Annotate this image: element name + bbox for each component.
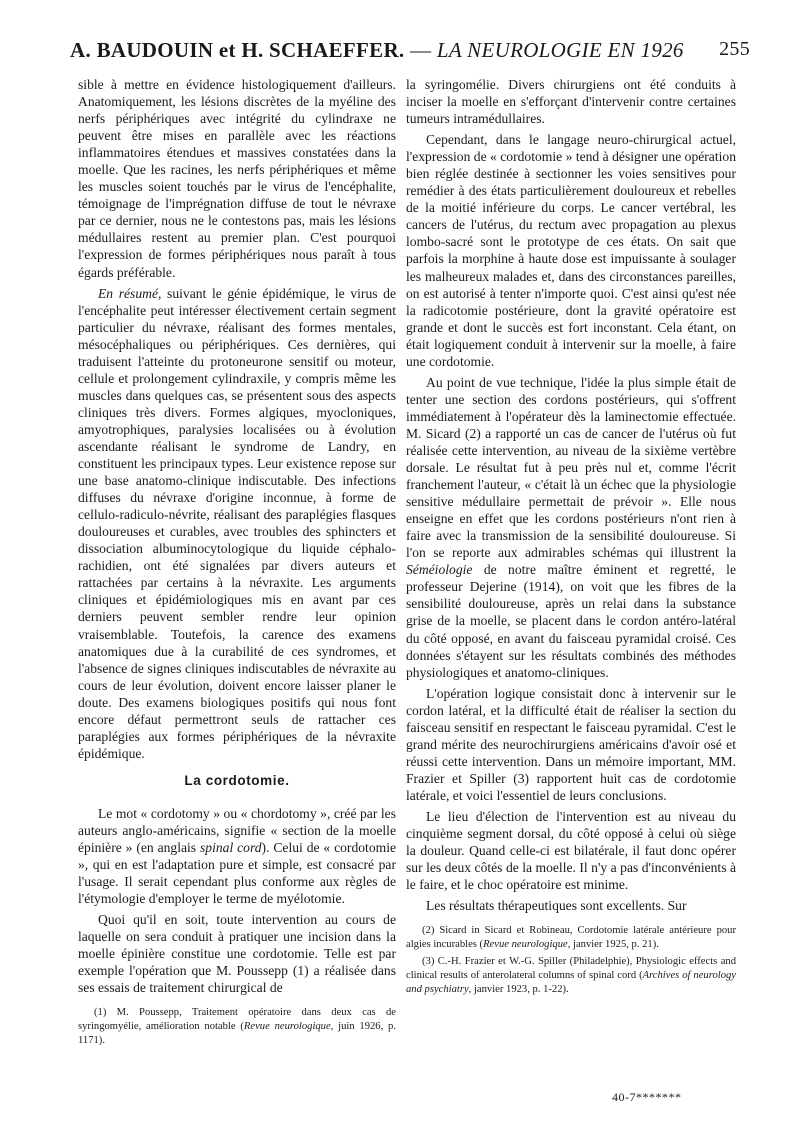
paragraph: Au point de vue technique, l'idée la plus simple était de tenter une section des cordons postérieurs, qui s'offrent immédiatement à l'opérateur dès la laminectomie effectuée. M. Sicard (2) a rapporté un cas de cancer de l'utérus où fut réalisée cette intervention, au niveau de la sixième vertèbre dorsale. Le résultat fut à peu près nul et, comme l'écrit franchement l'auteur, « c'était là un échec que la physiologie sensitive médullaire permettait de prévoir ». Elle nous enseigne en effet que les cordons postérieurs n'ont rien à faire avec la transmission de la sensibilité douloureuse. Si l'on se reporte aux admirables schémas qui illustrent la Séméiologie de notre maître éminent et regretté, le professeur Dejerine (1914), on voit que les fibres de la sensibilité douloureuse, après un relai dans la substance grise de la moelle, se placent dans le cordon antéro-latéral du côté opposé, en avant du faisceau pyramidal croisé. Ces données s'étayent sur les résultats combinés des méthodes physiologiques et anatomo-cliniques.	[406, 374, 736, 680]
paragraph: Quoi qu'il en soit, toute intervention au cours de laquelle on sera conduit à pratiquer une incision dans la moelle épinière constitue une cordotomie. Telle est par exemple l'opération que M. Poussepp (1) a réalisée dans ses essais de traitement chirurgical de	[78, 912, 396, 996]
paragraph: L'opération logique consistait donc à intervenir sur le cordon latéral, et la difficulté était de réaliser la section du faisceau sensitif en respectant le faisceau pyramidal. C'est le grand mérite des neurochirurgiens américains d'avoir osé et réussi cette intervention. Dans un mémoire important, MM. Frazier et Spiller (3) rapportent huit cas de cordotomie latérale, et voici l'essentiel de leurs conclusions.	[406, 685, 736, 803]
paragraph: la syringomélie. Divers chirurgiens ont été conduits à inciser la moelle en s'efforçant d'intervenir contre certaines tumeurs intramédullaires.	[406, 77, 736, 127]
header-dash: —	[404, 38, 437, 62]
header-title: LA NEUROLOGIE EN 1926	[436, 38, 684, 62]
paragraph: Le mot « cordotomy » ou « chordotomy », créé par les auteurs anglo-américains, signifie « section de la moelle épinière » (en anglais spinal cord). Celui de « cordotomie », qui en est l'adaptation pure et simple, est consacré par l'usage. Il serait cependant plus conforme aux règles de l'étymologie d'employer le terme de myélotomie.	[78, 805, 397, 907]
paragraph: sible à mettre en évidence histologiquement d'ailleurs. Anatomiquement, les lésions discrètes de la myéline des nerfs périphériques avec intégrité du cylindraxe ne peuvent être mises en parallèle avec les réactions inflammatoires étendues et massives constatées dans la moelle. Que les racines, les nerfs périphériques et même les muscles soient touchés par le virus de l'encéphalite, témoignage de l'imprégnation diffuse de tout le névraxe par ce dernier, nous ne le contestons pas, mais les lésions médullaires restent au premier plan. C'est pourquoi l'expression de formes périphériques nous paraît à tous égards préférable.	[78, 77, 396, 280]
right-column	[406, 76, 736, 1000]
paragraph: Cependant, dans le langage neuro-chirurgical actuel, l'expression de « cordotomie » tend à désigner une opération bien réglée destinée à sectionner les voies sensitives pour remédier à des états particulièrement douloureux et rebelles de la moitié inférieure du corps. Le cancer vertébral, les cancers de l'utérus, du rectum avec propagation au plexus lombo-sacré sont le prototype de ces états. On sait que parfois la morphine à haute dose est impuissante à soulager les malheureux malades et, dans des circonstances pareilles, on est autorisé à tenter n'importe quoi. C'est ainsi qu'est née la radicotomie postérieure, dont la gravité opératoire est grande et dont le succès est fort inconstant. Cela étant, on était logiquement conduit à intervenir sur la moelle, à faire une cordotomie.	[406, 132, 736, 369]
section-heading: La cordotomie.	[184, 772, 290, 788]
summary-lead: En résumé,	[98, 285, 162, 301]
running-header	[70, 38, 750, 68]
header-authors: A. BAUDOUIN et H. SCHAEFFER.	[70, 38, 405, 62]
paragraph: Le lieu d'élection de l'intervention est au niveau du cinquième segment dorsal, du côté opposé à celui où siège la douleur. Quand celle-ci est bilatérale, il faut donc opérer sur les deux côtés de la moelle. Il n'y a pas d'inconvénients à le faire, et le choc opératoire est minime.	[406, 808, 736, 893]
paragraph-summary: En résumé, suivant le génie épidémique, le virus de l'encéphalite peut intéresser électivement certain segment particulier du névraxe, réalisant des formes mentales, mésocéphaliques ou périphériques. Ces dernières, qui traduisent l'atteinte du protoneurone sensitif ou moteur, cellule et prolongement cylindraxile, y compris même les muscles dans quelques cas, se présentent sous des aspects cliniques très divers. Formes algiques, myocloniques, amyotrophiques, paralysies localisées ou à évolution ascendante réalisant le syndrome de Landry, en constituent les principaux types. Leur existence repose sur une base anatomo-clinique indiscutable. Des infections diffuses du névraxe d'origine inconnue, à forme de cellulo-radiculo-névrite, réalisant des paraplégies flasques douloureuses et curables, avec troubles des sphincters et dissociation albuminocytologique du liquide céphalo-rachidien, ont été signalées par divers auteurs et rattachées par certains à la névraxite. Les arguments cliniques et épidémiologiques mis en avant par ces derniers peuvent sembler rendre leur opinion vraisemblable. Toutefois, la carence des examens anatomiques due à la curabilité de ces syndromes, et l'absence de signes cliniques indiscutables de névraxite au cours de leur évolution, doivent encore laisser planer le doute. Des examens biologiques positifs qui nous font encore défaut permettront seuls de rattacher ces paraplégies aux formes périphériques de la névraxite épidémique.	[78, 285, 396, 761]
footnote: (3) C.-H. Frazier et W.-G. Spiller (Philadelphie), Physiologic effects and clinical results of anterolateral columns of spinal cord (Archives of neurology and psychiatry, janvier 1923, p. 1-22).	[406, 956, 736, 995]
page-number: 255	[719, 38, 750, 60]
paragraph: Les résultats thérapeutiques sont excellents. Sur	[426, 898, 687, 914]
signature-mark: 40-7*******	[612, 1090, 682, 1104]
left-column	[78, 76, 396, 1051]
footnote: (1) M. Poussepp, Traitement opératoire dans deux cas de syringomyélie, amélioration notable (Revue neurologique, juin 1926, p. 1171).	[78, 1007, 396, 1046]
footnote: (2) Sicard in Sicard et Robineau, Cordotomie latérale antérieure pour algies incurables (Revue neurologique, janvier 1925, p. 21).	[406, 925, 736, 950]
